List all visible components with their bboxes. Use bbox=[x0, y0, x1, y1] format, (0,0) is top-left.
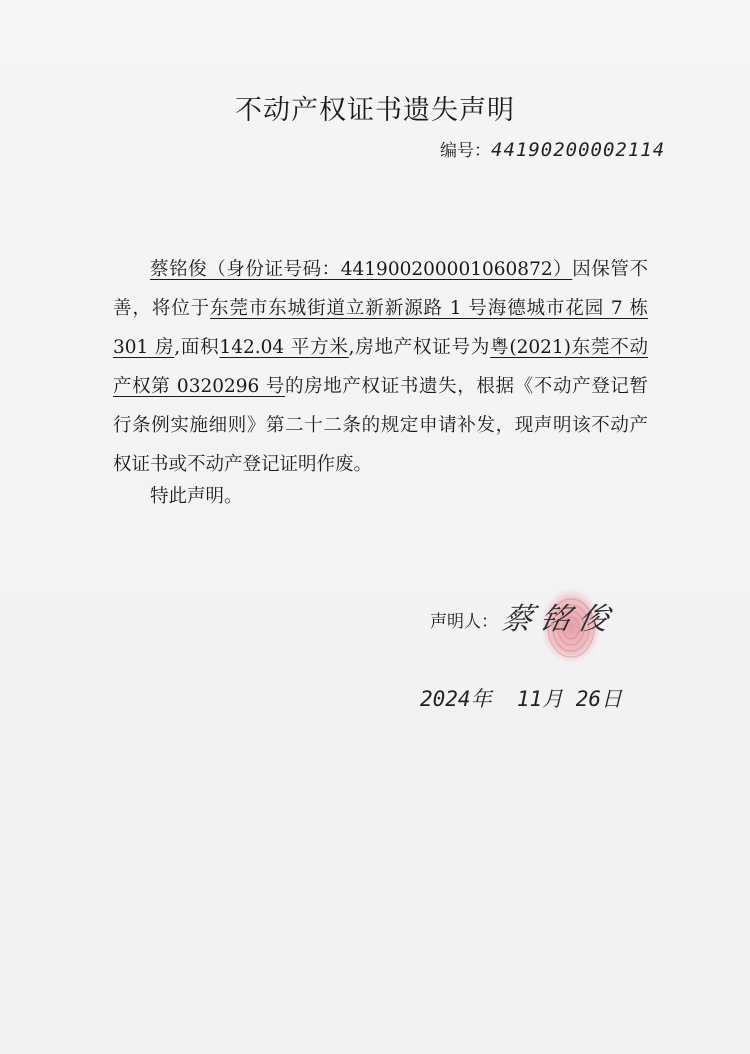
certificate-number: 粤(2021)东莞不动产权第 0320296 号 bbox=[113, 337, 648, 397]
signer-label: 声明人： bbox=[430, 612, 498, 632]
body-text-1: 因保管不善，将位于 bbox=[113, 259, 648, 319]
serial-number-line bbox=[440, 136, 665, 161]
handwritten-signature: 蔡铭俊 bbox=[498, 602, 620, 637]
document-title: 不动产权证书遗失声明 bbox=[235, 95, 515, 126]
declaration-paragraph bbox=[113, 250, 648, 484]
declarant-name-id: 蔡铭俊（身份证号码：441900200001060872） bbox=[150, 259, 573, 280]
body-text-2: ,面积 bbox=[174, 337, 220, 358]
declaration-body bbox=[113, 250, 648, 484]
serial-number: 44190200002114 bbox=[491, 139, 666, 161]
body-text-4: 的房地产权证书遗失，根据《不动产登记暂行条例实施细则》第二十二条的规定申请补发，现声明该不动产权证书或不动产登记证明作废。 bbox=[113, 376, 648, 475]
handwritten-date: 2024年 11月 26日 bbox=[420, 687, 623, 711]
serial-label: 编号： bbox=[440, 141, 491, 161]
property-address: 东莞市东城街道立新新源路 1 号海德城市花园 7 栋 301 房 bbox=[113, 298, 648, 358]
property-area: 142.04 平方米 bbox=[219, 337, 349, 358]
closing-statement: 特此声明。 bbox=[150, 486, 243, 507]
body-text-3: ,房地产权证号为 bbox=[348, 337, 491, 358]
